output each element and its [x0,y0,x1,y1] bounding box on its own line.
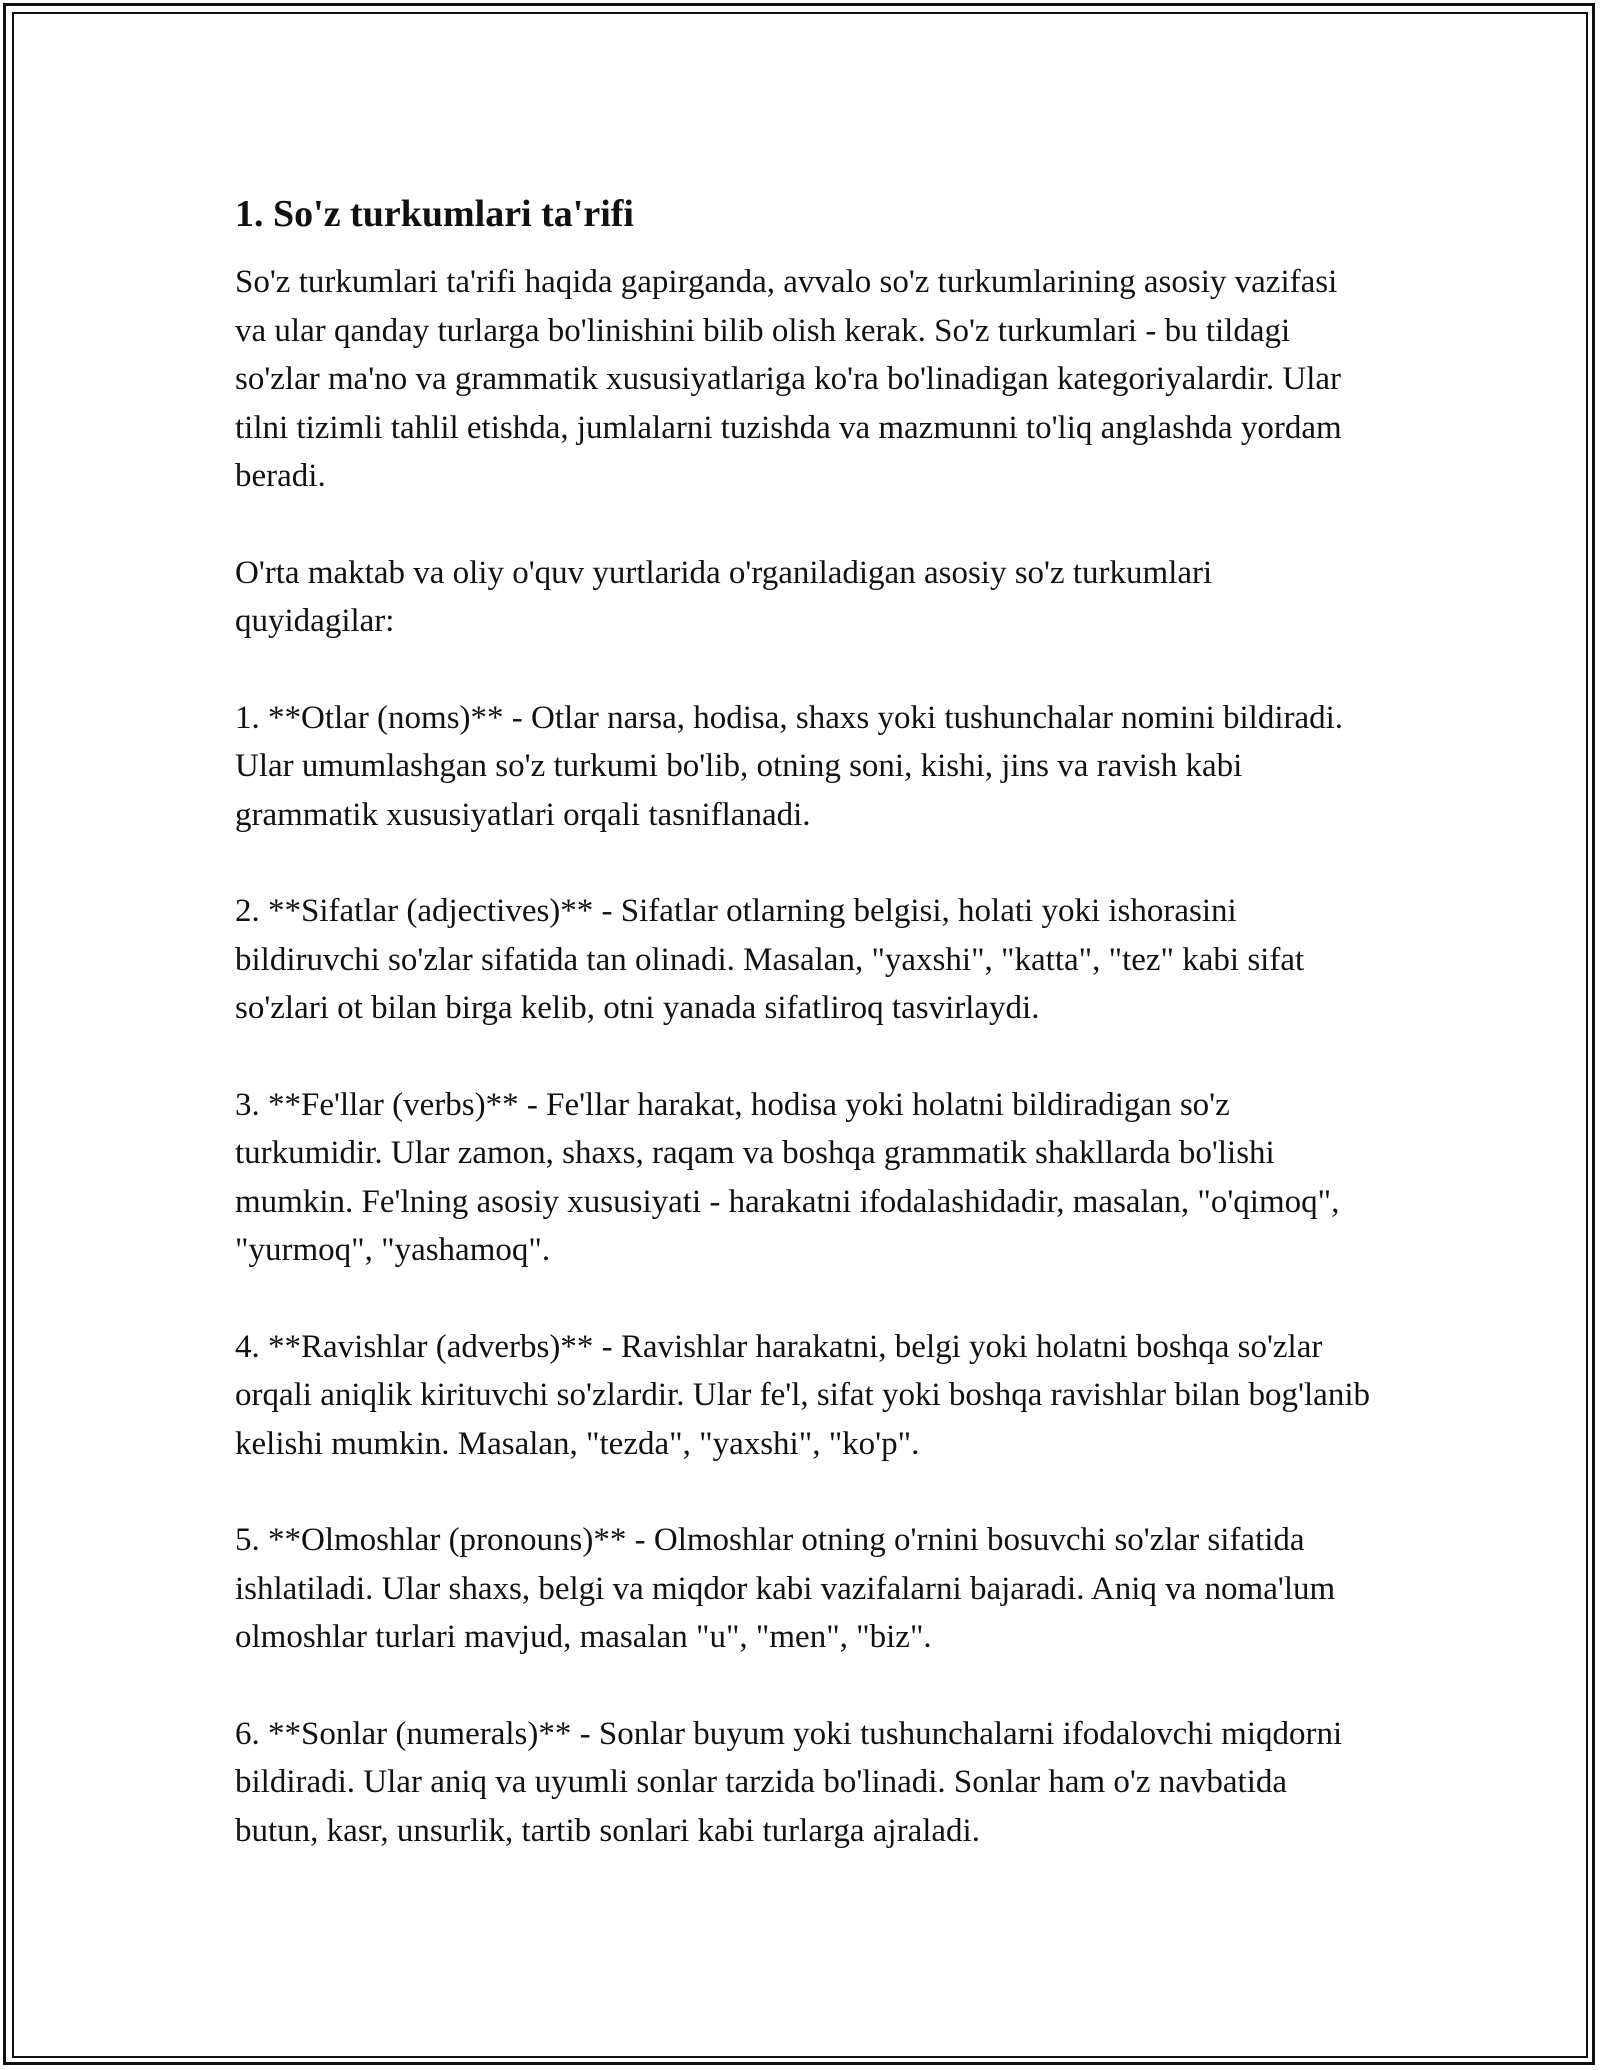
list-item-sifatlar: 2. **Sifatlar (adjectives)** - Sifatlar otlarning belgisi, holati yoki ishorasini bildiruvchi so'zlar sifatida tan olinadi. Masalan, "yaxshi", "katta", "tez" kabi sifat so'zlari ot bilan birga kelib, otni yanada sifatliroq tasvirlaydi. [235,893,1305,1026]
intro-paragraph: So'z turkumlari ta'rifi haqida gapirganda, avvalo so'z turkumlarining asosiy vazifasi va ular qanday turlarga bo'linishini bilib olish kerak. So'z turkumlari - bu tildagi so'zlar ma'no va grammatik xususiyatlariga ko'ra bo'linadigan kategoriyalardir. Ular tilni tizimli tahlil etishda, jumlalarni tuzishda va mazmunni to'liq anglashda yordam beradi. [235,264,1342,494]
list-item-fellar: 3. **Fe'llar (verbs)** - Fe'llar harakat, hodisa yoki holatni bildiradigan so'z turkumidir. Ular zamon, shaxs, raqam va boshqa grammatik shakllarda bo'lishi mumkin. Fe'lning asosiy xususiyati - harakatni ifodalashidadir, masalan, "o'qimoq", "yurmoq", "yashamoq". [235,1086,1340,1268]
list-item-otlar: 1. **Otlar (noms)** - Otlar narsa, hodisa, shaxs yoki tushunchalar nomini bildiradi. Ular umumlashgan so'z turkumi bo'lib, otning soni, kishi, jins va ravish kabi grammatik xususiyatlari orqali tasniflanadi. [235,699,1344,833]
list-item-sonlar: 6. **Sonlar (numerals)** - Sonlar buyum yoki tushunchalarni ifodalovchi miqdorni bildiradi. Ular aniq va uyumli sonlar tarzida bo'linadi. Sonlar ham o'z navbatida butun, kasr, unsurlik, tartib sonlari kabi turlarga ajraladi. [235,1715,1343,1849]
document-body [235,188,1370,1855]
list-item-olmoshlar: 5. **Olmoshlar (pronouns)** - Olmoshlar otning o'rnini bosuvchi so'zlar sifatida ishlatiladi. Ular shaxs, belgi va miqdor kabi vazifalarni bajaradi. Aniq va noma'lum olmoshlar turlari mavjud, masalan "u", "men", "biz". [235,1522,1336,1655]
section-heading: 1. So'z turkumlari ta'rifi [235,193,634,235]
list-item-ravishlar: 4. **Ravishlar (adverbs)** - Ravishlar harakatni, belgi yoki holatni boshqa so'zlar orqali aniqlik kirituvchi so'zlardir. Ular fe'l, sifat yoki boshqa ravishlar bilan bog'lanib kelishi mumkin. Masalan, "tezda", "yaxshi", "ko'p". [235,1328,1370,1462]
list-intro-paragraph: O'rta maktab va oliy o'quv yurtlarida o'rganiladigan asosiy so'z turkumlari quyidagilar: [235,554,1213,639]
